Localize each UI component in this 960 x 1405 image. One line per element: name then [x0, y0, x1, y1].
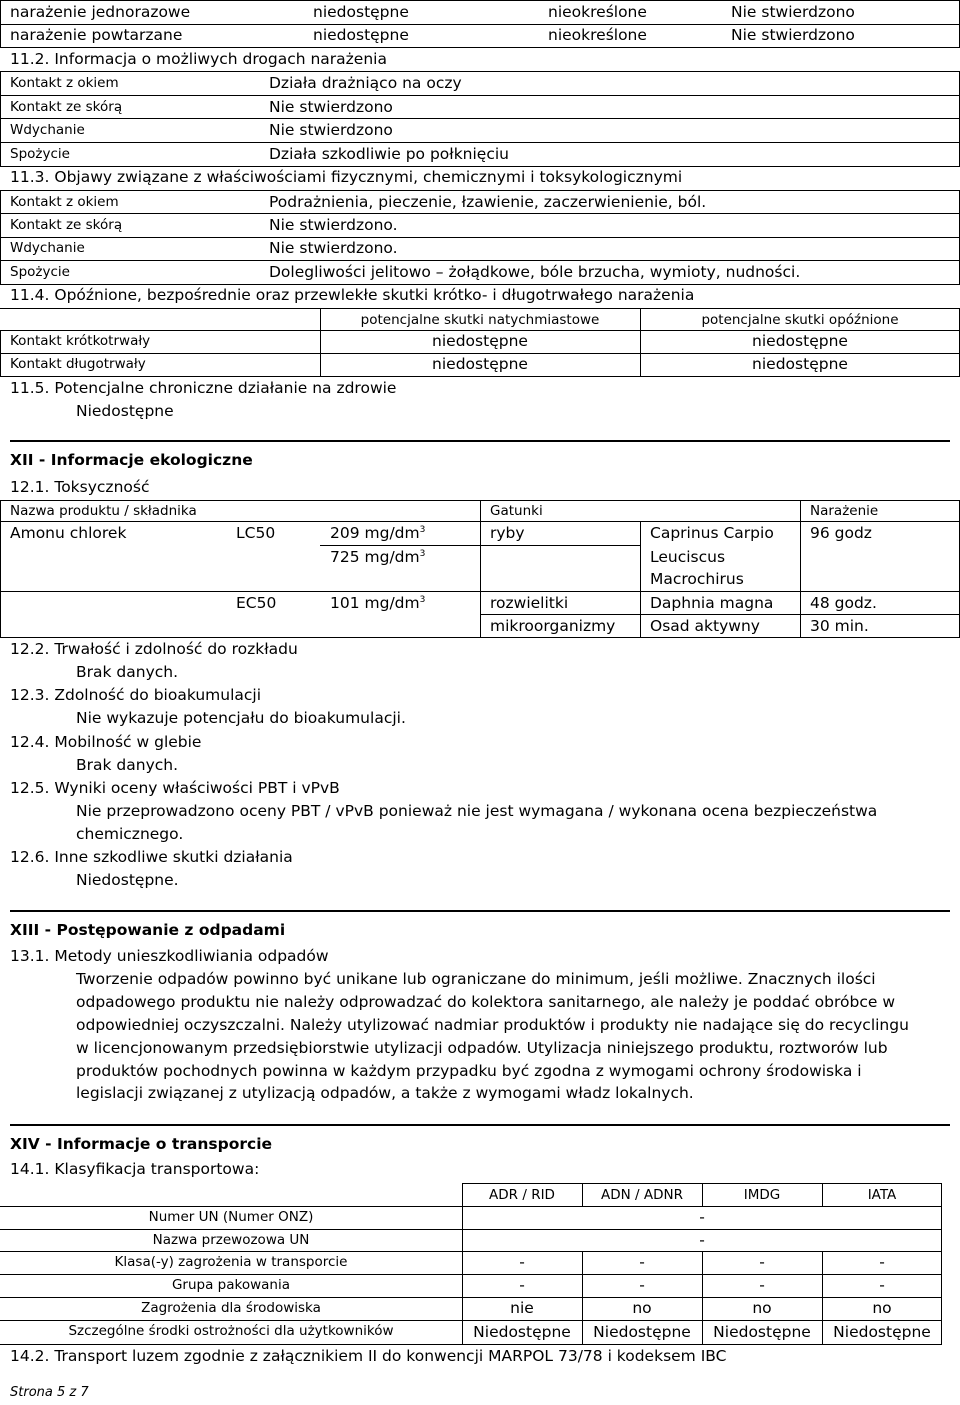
organism-group: ryby	[490, 524, 525, 542]
section-text: Nie przeprowadzono oceny PBT / vPvB ponieważ nie jest wymagana / wykonana ocena bezpieczeństwa	[76, 802, 878, 820]
cell-value: -	[759, 1253, 765, 1271]
section-title: 11.3. Objawy związane z właściwościami fizycznymi, chemicznymi i toksykologicznymi	[10, 168, 683, 186]
test-type: EC50	[236, 594, 277, 612]
species-name: Macrochirus	[650, 570, 744, 588]
cell-value: nie	[510, 1299, 534, 1317]
section-title: 12.4. Mobilność w glebie	[10, 733, 202, 751]
column-header: ADR / RID	[489, 1187, 555, 1203]
exposure-value: nieokreślone	[548, 3, 647, 21]
toxicity-value: 101 $mg/dm^3$	[330, 594, 426, 612]
section-text: Niedostępne	[76, 402, 174, 420]
route-value: Nie stwierdzono	[269, 121, 393, 139]
organism-group: mikroorganizmy	[490, 617, 616, 635]
cell-value: -	[519, 1276, 525, 1294]
exposure-value: Nie stwierdzono	[731, 3, 855, 21]
exposure-time: 48 godz.	[810, 594, 877, 612]
row-label: Grupa pakowania	[171, 1277, 291, 1293]
section-title: 11.4. Opóźnione, bezpośrednie oraz przewlekłe skutki krótko- i długotrwałego narażenia	[10, 286, 695, 304]
cell-value: -	[879, 1253, 885, 1271]
section-title: 14.2. Transport luzem zgodnie z załącznikiem II do konwencji MARPOL 73/78 i kodeksem IBC	[10, 1347, 727, 1365]
section-text: chemicznego.	[76, 825, 184, 843]
column-header: potencjalne skutki natychmiastowe	[360, 312, 600, 328]
column-header: Narażenie	[810, 503, 879, 519]
product-name: Amonu chlorek	[10, 524, 127, 542]
section-title: 12.2. Trwałość i zdolność do rozkładu	[10, 640, 298, 658]
section-title: 13.1. Metody unieszkodliwiania odpadów	[10, 947, 329, 965]
exposure-label: narażenie jednorazowe	[10, 3, 191, 21]
column-header: ADN / ADNR	[601, 1187, 683, 1203]
paragraph-line: odpowiedniej oczyszczalni. Należy utylizować nadmiar produktów i produkty nie nadające się do recyclingu	[76, 1016, 909, 1034]
symptom-label: Spożycie	[10, 264, 70, 280]
organism-group: rozwielitki	[490, 594, 569, 612]
cell-value: -	[699, 1231, 705, 1249]
page-number: Strona 5 z 7	[10, 1385, 89, 1400]
column-header: Gatunki	[490, 503, 543, 519]
column-header: IMDG	[743, 1187, 781, 1203]
effect-value: niedostępne	[432, 355, 528, 373]
paragraph-line: legislacji związanej z utylizacją odpadów, a także z wymogami władz lokalnych.	[76, 1084, 694, 1102]
cell-value: Niedostępne	[713, 1323, 811, 1341]
exposure-value: nieokreślone	[548, 26, 647, 44]
column-header: potencjalne skutki opóźnione	[701, 312, 899, 328]
effect-value: niedostępne	[752, 332, 848, 350]
cell-value: no	[752, 1299, 772, 1317]
exposure-value: niedostępne	[313, 3, 409, 21]
species-name: Caprinus Carpio	[650, 524, 774, 542]
paragraph-line: odpadowego produktu nie należy odprowadzać do kolektora sanitarnego, ale należy je poddać obróbce w	[76, 993, 896, 1011]
species-name: Leuciscus	[650, 548, 726, 566]
contact-label: Kontakt długotrwały	[10, 356, 146, 372]
section-title: 14.1. Klasyfikacja transportowa:	[10, 1160, 260, 1178]
route-label: Spożycie	[10, 146, 70, 162]
symptom-label: Kontakt ze skórą	[10, 217, 123, 233]
row-label: Klasa(-y) zagrożenia w transporcie	[114, 1254, 348, 1270]
contact-label: Kontakt krótkotrwały	[10, 333, 151, 349]
route-value: Nie stwierdzono	[269, 98, 393, 116]
section-title: 12.5. Wyniki oceny właściwości PBT i vPvB	[10, 779, 340, 797]
section-heading: XII - Informacje ekologiczne	[10, 451, 253, 469]
symptom-value: Podrażnienia, pieczenie, łzawienie, zaczerwienienie, ból.	[269, 193, 707, 211]
paragraph-line: w licencjonowanym przedsiębiorstwie utylizacji odpadów. Utylizacja niniejszego produktu, roztworów lub	[76, 1039, 888, 1057]
symptom-label: Kontakt z okiem	[10, 194, 119, 210]
row-label: Numer UN (Numer ONZ)	[148, 1209, 314, 1225]
symptom-label: Wdychanie	[10, 240, 85, 256]
route-label: Wdychanie	[10, 122, 85, 138]
symptom-value: Nie stwierdzono.	[269, 216, 398, 234]
cell-value: -	[879, 1276, 885, 1294]
section-title: 11.2. Informacja o możliwych drogach narażenia	[10, 50, 387, 68]
section-text: Niedostępne.	[76, 871, 179, 889]
species-name: Osad aktywny	[650, 617, 760, 635]
cell-value: -	[639, 1276, 645, 1294]
effect-value: niedostępne	[432, 332, 528, 350]
section-text: Brak danych.	[76, 663, 179, 681]
section-title: 11.5. Potencjalne chroniczne działanie na zdrowie	[10, 379, 397, 397]
row-label: Szczególne środki ostrożności dla użytkowników	[68, 1323, 394, 1339]
section-heading: XIII - Postępowanie z odpadami	[10, 921, 286, 939]
cell-value: -	[639, 1253, 645, 1271]
paragraph-line: Tworzenie odpadów powinno być unikane lub ograniczane do minimum, jeśli możliwe. Znacznych ilości	[76, 970, 876, 988]
effect-value: niedostępne	[752, 355, 848, 373]
symptom-value: Dolegliwości jelitowo – żołądkowe, bóle brzucha, wymioty, nudności.	[269, 263, 801, 281]
species-name: Daphnia magna	[650, 594, 774, 612]
section-title: 12.3. Zdolność do bioakumulacji	[10, 686, 262, 704]
cell-value: no	[632, 1299, 652, 1317]
section-text: Brak danych.	[76, 756, 179, 774]
route-value: Działa drażniąco na oczy	[269, 74, 462, 92]
route-label: Kontakt ze skórą	[10, 99, 123, 115]
exposure-time: 96 godz	[810, 524, 872, 542]
toxicity-value: 725 $mg/dm^3$	[330, 548, 426, 566]
section-title: 12.1. Toksyczność	[10, 478, 150, 496]
paragraph-line: produktów pochodnych powinna w każdym przypadku być zgodna z wymogami ochrony środowiska i	[76, 1062, 862, 1080]
section-text: Nie wykazuje potencjału do bioakumulacji.	[76, 709, 406, 727]
column-header: IATA	[867, 1187, 897, 1203]
column-header: Nazwa produktu / składnika	[10, 503, 197, 519]
cell-value: -	[699, 1208, 705, 1226]
route-value: Działa szkodliwie po połknięciu	[269, 145, 509, 163]
symptom-value: Nie stwierdzono.	[269, 239, 398, 257]
test-type: LC50	[236, 524, 276, 542]
route-label: Kontakt z okiem	[10, 75, 119, 91]
toxicity-value: 209 $mg/dm^3$	[330, 524, 426, 542]
exposure-value: Nie stwierdzono	[731, 26, 855, 44]
exposure-time: 30 min.	[810, 617, 869, 635]
cell-value: Niedostępne	[593, 1323, 691, 1341]
cell-value: Niedostępne	[473, 1323, 571, 1341]
cell-value: Niedostępne	[833, 1323, 931, 1341]
exposure-label: narażenie powtarzane	[10, 26, 183, 44]
cell-value: no	[872, 1299, 892, 1317]
cell-value: -	[519, 1253, 525, 1271]
row-label: Nazwa przewozowa UN	[152, 1232, 310, 1248]
section-title: 12.6. Inne szkodliwe skutki działania	[10, 848, 293, 866]
cell-value: -	[759, 1276, 765, 1294]
exposure-value: niedostępne	[313, 26, 409, 44]
section-heading: XIV - Informacje o transporcie	[10, 1135, 273, 1153]
row-label: Zagrożenia dla środowiska	[141, 1300, 321, 1316]
